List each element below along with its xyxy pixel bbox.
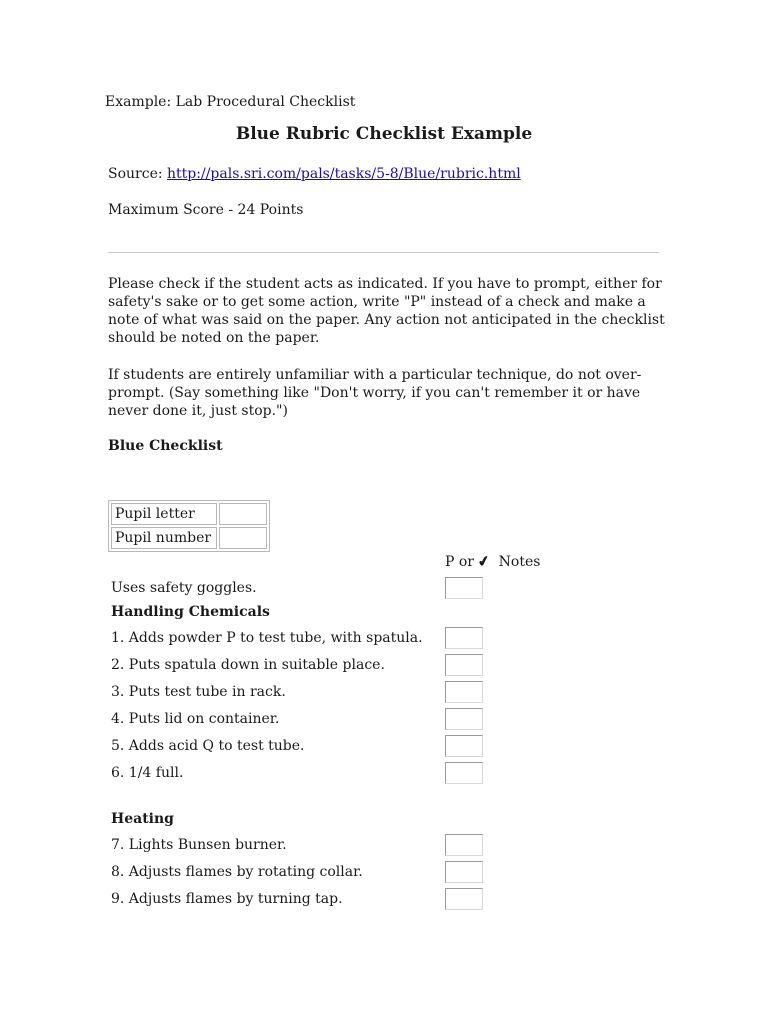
pupil-number-row [111,527,267,549]
checkbox-heating-7[interactable] [445,834,483,856]
column-header [445,554,540,570]
item-handling-5: 5. Adds acid Q to test tube. [111,738,305,754]
pupil-letter-field[interactable] [219,503,267,525]
checklist-title: Blue Checklist [108,438,223,454]
pupil-letter-label: Pupil letter [111,503,217,525]
item-goggles: Uses safety goggles. [111,580,257,596]
item-heating-9: 9. Adjusts flames by turning tap. [111,891,343,907]
checkbox-handling-3[interactable] [445,681,483,703]
checkbox-heating-9[interactable] [445,888,483,910]
checkbox-handling-4[interactable] [445,708,483,730]
item-handling-1: 1. Adds powder P to test tube, with spatula. [111,630,423,646]
p-or-label: P or [445,554,474,570]
checkmark-icon: ✔ [476,552,492,572]
item-heating-7: 7. Lights Bunsen burner. [111,837,287,853]
source-label: Source: [108,166,168,182]
horizontal-rule [108,252,659,253]
checkbox-handling-5[interactable] [445,735,483,757]
page-title: Blue Rubric Checklist Example [235,124,533,144]
pupil-number-field[interactable] [219,527,267,549]
heating-section-title: Heating [111,811,174,827]
item-handling-6: 6. 1/4 full. [111,765,184,781]
maximum-score: Maximum Score - 24 Points [108,202,304,218]
instructions-paragraph-1: Please check if the student acts as indicated. If you have to prompt, either for safety's sake or to get some action, write "P" instead of a check and make a note of what was said on the paper. Any action not anticipated in the checklist should be noted on the paper. [108,276,665,346]
handling-section-title: Handling Chemicals [111,604,270,620]
item-handling-4: 4. Puts lid on container. [111,711,280,727]
item-handling-2: 2. Puts spatula down in suitable place. [111,657,385,673]
checkbox-handling-6[interactable] [445,762,483,784]
instructions-paragraph-2: If students are entirely unfamiliar with a particular technique, do not over-prompt. (Say something like "Don't worry, if you can't remember it or have never done it, just stop.") [108,367,642,419]
pupil-letter-row [111,503,267,525]
checkbox-goggles[interactable] [445,577,483,599]
pupil-number-label: Pupil number [111,527,217,549]
source-line [108,166,521,182]
notes-label: Notes [498,554,541,570]
checkbox-heating-8[interactable] [445,861,483,883]
checkbox-handling-2[interactable] [445,654,483,676]
source-link[interactable]: http://pals.sri.com/pals/tasks/5-8/Blue/rubric.html [167,166,521,182]
pupil-info-table [108,500,270,552]
checkbox-handling-1[interactable] [445,627,483,649]
document-header: Example: Lab Procedural Checklist [105,94,356,110]
item-handling-3: 3. Puts test tube in rack. [111,684,286,700]
item-heating-8: 8. Adjusts flames by rotating collar. [111,864,363,880]
